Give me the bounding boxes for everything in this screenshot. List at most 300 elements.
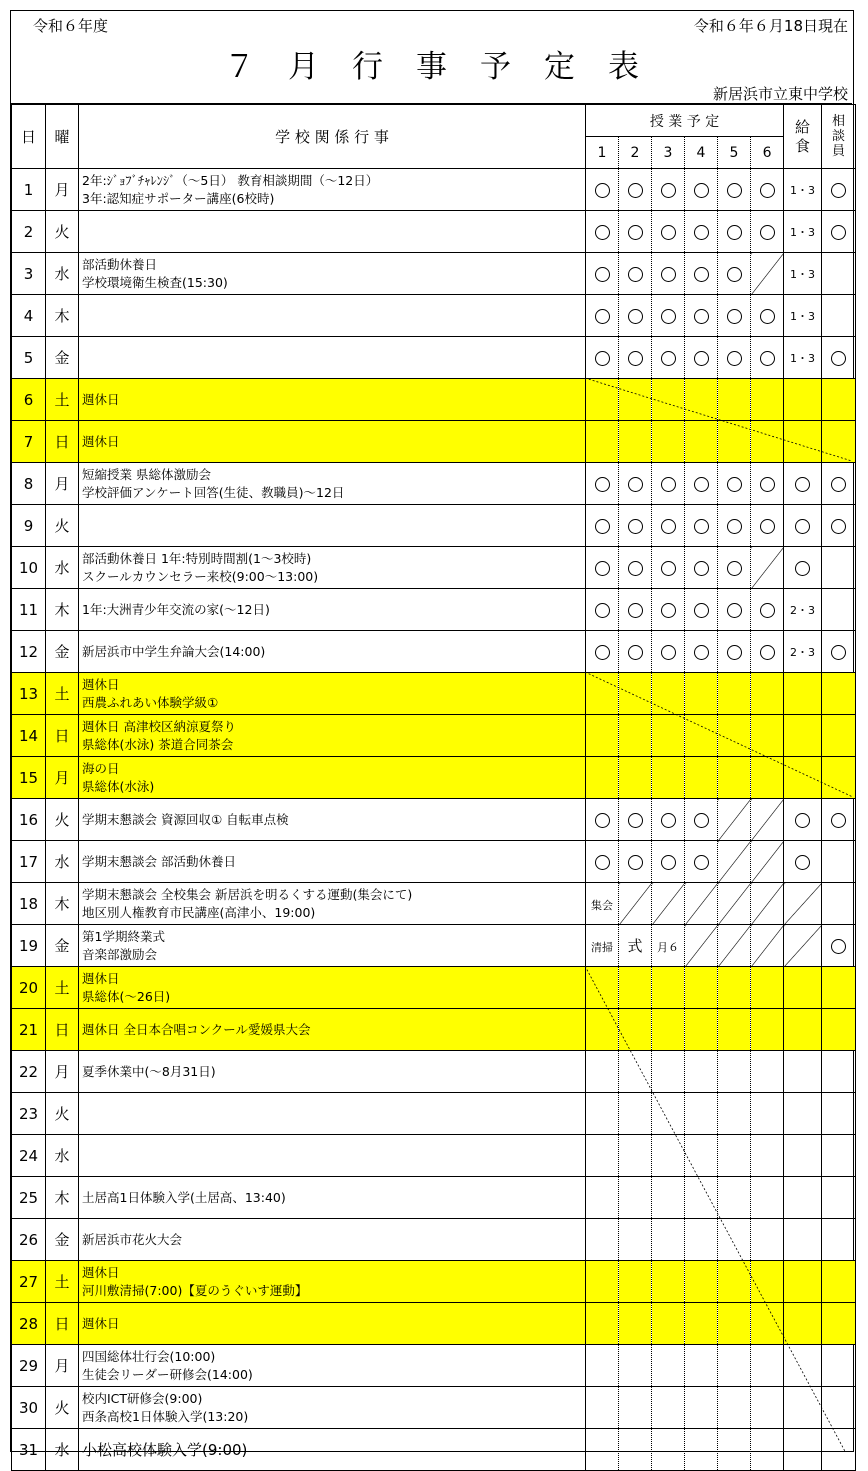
period-3-cell — [652, 295, 685, 337]
circle-mark-icon — [831, 351, 846, 366]
lunch-cell — [784, 1093, 822, 1135]
period-2-cell — [619, 421, 652, 463]
period-2-cell — [619, 1135, 652, 1177]
event-line: 西農ふれあい体験学級① — [82, 694, 219, 710]
period-4-cell — [685, 1387, 718, 1429]
counselor-cell — [822, 589, 856, 631]
period-4-cell — [685, 505, 718, 547]
period-3-cell — [652, 169, 685, 211]
lunch-cell — [784, 799, 822, 841]
period-3-cell — [652, 1135, 685, 1177]
period-1-cell — [586, 799, 619, 841]
period-3-cell — [652, 925, 685, 967]
period-2-cell — [619, 505, 652, 547]
table-row — [12, 337, 856, 379]
period-5-cell — [718, 1135, 751, 1177]
period-2-cell — [619, 463, 652, 505]
weekday-cell: 木 — [46, 883, 79, 925]
table-row — [12, 1303, 856, 1345]
circle-mark-icon — [628, 351, 643, 366]
table-row — [12, 967, 856, 1009]
circle-mark-icon — [661, 225, 676, 240]
period-6-cell — [751, 1303, 784, 1345]
period-4-cell — [685, 337, 718, 379]
table-row — [12, 673, 856, 715]
period-5-cell — [718, 463, 751, 505]
counselor-cell — [822, 883, 856, 925]
circle-mark-icon — [628, 477, 643, 492]
circle-mark-icon — [595, 645, 610, 660]
table-row — [12, 295, 856, 337]
circle-mark-icon — [661, 855, 676, 870]
table-row — [12, 1009, 856, 1051]
period-2-cell — [619, 295, 652, 337]
day-cell: 29 — [12, 1345, 46, 1387]
event-line: 学校評価アンケート回答(生徒、教職員)～12日 — [82, 484, 345, 500]
period-1-cell — [586, 1093, 619, 1135]
event-line: 学期末懇談会 部活動休養日 — [82, 853, 236, 869]
day-cell: 9 — [12, 505, 46, 547]
period-3-cell — [652, 1387, 685, 1429]
counselor-cell — [822, 1303, 856, 1345]
period-4-cell — [685, 1429, 718, 1471]
table-row — [12, 883, 856, 925]
period-2-cell — [619, 1387, 652, 1429]
period-3-cell — [652, 1219, 685, 1261]
period-6-cell — [751, 967, 784, 1009]
period-3-cell — [652, 1345, 685, 1387]
period-3-cell — [652, 1303, 685, 1345]
event-cell — [79, 589, 586, 631]
circle-mark-icon — [760, 183, 775, 198]
period-5-cell — [718, 1219, 751, 1261]
circle-mark-icon — [628, 603, 643, 618]
col-period-4: 4 — [685, 137, 718, 169]
event-line: 海の日 — [82, 760, 120, 776]
period-1-cell — [586, 253, 619, 295]
event-line: 生徒会リーダー研修会(14:00) — [82, 1366, 253, 1382]
counselor-cell — [822, 295, 856, 337]
event-line: スクールカウンセラー来校(9:00～13:00) — [82, 568, 319, 584]
table-row — [12, 253, 856, 295]
period-2-cell — [619, 925, 652, 967]
lunch-cell — [784, 715, 822, 757]
lunch-cell — [784, 1219, 822, 1261]
day-cell: 26 — [12, 1219, 46, 1261]
weekday-cell: 火 — [46, 505, 79, 547]
period-6-cell — [751, 337, 784, 379]
period-2-cell — [619, 673, 652, 715]
counselor-cell — [822, 211, 856, 253]
weekday-cell: 月 — [46, 463, 79, 505]
circle-mark-icon — [727, 645, 742, 660]
circle-mark-icon — [760, 645, 775, 660]
circle-mark-icon — [694, 645, 709, 660]
event-line: 週休日 — [82, 1315, 120, 1331]
weekday-cell: 月 — [46, 1051, 79, 1093]
day-cell: 13 — [12, 673, 46, 715]
weekday-cell: 水 — [46, 1135, 79, 1177]
period-note: 式 — [627, 937, 643, 955]
day-cell: 14 — [12, 715, 46, 757]
circle-mark-icon — [628, 519, 643, 534]
table-row — [12, 1387, 856, 1429]
period-5-cell — [718, 421, 751, 463]
lunch-cell — [784, 1051, 822, 1093]
table-row — [12, 1177, 856, 1219]
period-4-cell — [685, 1261, 718, 1303]
period-4-cell — [685, 211, 718, 253]
period-2-cell — [619, 967, 652, 1009]
period-6-cell — [751, 925, 784, 967]
day-cell: 18 — [12, 883, 46, 925]
weekday-cell: 土 — [46, 673, 79, 715]
circle-mark-icon — [831, 477, 846, 492]
weekday-cell: 水 — [46, 841, 79, 883]
lunch-cell — [784, 1429, 822, 1471]
period-3-cell — [652, 589, 685, 631]
period-6-cell — [751, 1429, 784, 1471]
period-2-cell — [619, 1303, 652, 1345]
period-3-cell — [652, 421, 685, 463]
period-5-cell — [718, 337, 751, 379]
period-1-cell — [586, 1009, 619, 1051]
event-cell — [79, 547, 586, 589]
period-6-cell — [751, 673, 784, 715]
event-line: 3年:認知症サポーター講座(6校時) — [82, 190, 275, 206]
period-5-cell — [718, 925, 751, 967]
period-6-cell — [751, 1135, 784, 1177]
period-1-cell — [586, 463, 619, 505]
circle-mark-icon — [727, 561, 742, 576]
period-5-cell — [718, 1261, 751, 1303]
period-4-cell — [685, 1009, 718, 1051]
weekday-cell: 金 — [46, 1219, 79, 1261]
period-5-cell — [718, 589, 751, 631]
lunch-cell — [784, 841, 822, 883]
period-6-cell — [751, 1261, 784, 1303]
event-line: 河川敷清掃(7:00)【夏のうぐいす運動】 — [82, 1282, 308, 1298]
circle-mark-icon — [795, 813, 810, 828]
period-5-cell — [718, 673, 751, 715]
table-row — [12, 1051, 856, 1093]
event-line: 校内ICT研修会(9:00) — [82, 1390, 203, 1406]
lunch-cell — [784, 967, 822, 1009]
period-6-cell — [751, 1387, 784, 1429]
col-events: 学 校 関 係 行 事 — [79, 105, 586, 169]
day-cell: 1 — [12, 169, 46, 211]
period-3-cell — [652, 253, 685, 295]
period-5-cell — [718, 253, 751, 295]
event-cell — [79, 1177, 586, 1219]
table-row — [12, 841, 856, 883]
lunch-cell — [784, 1303, 822, 1345]
event-line: 県総体(水泳) — [82, 778, 155, 794]
period-3-cell — [652, 1009, 685, 1051]
event-cell — [79, 253, 586, 295]
lunch-cell: 2・3 — [784, 589, 822, 631]
school-name: 新居浜市立東中学校 — [712, 85, 848, 103]
counselor-cell — [822, 1387, 856, 1429]
counselor-cell — [822, 421, 856, 463]
weekday-cell: 月 — [46, 757, 79, 799]
counselor-cell — [822, 253, 856, 295]
day-cell: 6 — [12, 379, 46, 421]
lunch-cell: 2・3 — [784, 631, 822, 673]
circle-mark-icon — [595, 813, 610, 828]
period-6-cell — [751, 1345, 784, 1387]
period-1-cell — [586, 715, 619, 757]
counselor-cell — [822, 757, 856, 799]
counselor-cell — [822, 841, 856, 883]
day-cell: 24 — [12, 1135, 46, 1177]
circle-mark-icon — [661, 267, 676, 282]
day-cell: 15 — [12, 757, 46, 799]
circle-mark-icon — [831, 939, 846, 954]
col-period-5: 5 — [718, 137, 751, 169]
period-1-cell — [586, 925, 619, 967]
period-6-cell — [751, 421, 784, 463]
event-cell — [79, 337, 586, 379]
event-line: 第1学期終業式 — [82, 928, 165, 944]
counselor-cell — [822, 547, 856, 589]
period-2-cell — [619, 1219, 652, 1261]
lunch-cell — [784, 1009, 822, 1051]
circle-mark-icon — [661, 309, 676, 324]
period-2-cell — [619, 631, 652, 673]
table-row — [12, 211, 856, 253]
counselor-cell — [822, 925, 856, 967]
day-cell: 27 — [12, 1261, 46, 1303]
period-5-cell — [718, 1303, 751, 1345]
event-cell — [79, 421, 586, 463]
table-row — [12, 547, 856, 589]
period-3-cell — [652, 841, 685, 883]
event-cell — [79, 673, 586, 715]
counselor-cell — [822, 631, 856, 673]
lunch-cell — [784, 1135, 822, 1177]
counselor-cell — [822, 463, 856, 505]
period-4-cell — [685, 1345, 718, 1387]
circle-mark-icon — [831, 645, 846, 660]
circle-mark-icon — [694, 351, 709, 366]
lunch-cell — [784, 1261, 822, 1303]
lunch-cell — [784, 1345, 822, 1387]
period-1-cell — [586, 169, 619, 211]
day-cell: 21 — [12, 1009, 46, 1051]
weekday-cell: 火 — [46, 799, 79, 841]
event-line: 音楽部激励会 — [82, 946, 158, 962]
event-cell — [79, 1261, 586, 1303]
weekday-cell: 火 — [46, 1387, 79, 1429]
event-cell — [79, 1219, 586, 1261]
circle-mark-icon — [595, 477, 610, 492]
fiscal-year: 令和６年度 — [33, 17, 109, 35]
weekday-cell: 水 — [46, 253, 79, 295]
circle-mark-icon — [760, 351, 775, 366]
period-6-cell — [751, 211, 784, 253]
circle-mark-icon — [628, 225, 643, 240]
event-line: 部活動休養日 — [82, 256, 158, 272]
period-3-cell — [652, 673, 685, 715]
period-2-cell — [619, 1429, 652, 1471]
counselor-cell — [822, 967, 856, 1009]
counselor-cell — [822, 1093, 856, 1135]
event-line: 週休日 — [82, 391, 120, 407]
period-4-cell — [685, 883, 718, 925]
period-6-cell — [751, 295, 784, 337]
schedule-sheet — [10, 10, 854, 1459]
day-cell: 22 — [12, 1051, 46, 1093]
period-1-cell — [586, 757, 619, 799]
circle-mark-icon — [661, 813, 676, 828]
period-5-cell — [718, 1345, 751, 1387]
lunch-cell: 1・3 — [784, 253, 822, 295]
period-3-cell — [652, 505, 685, 547]
table-row — [12, 505, 856, 547]
period-5-cell — [718, 967, 751, 1009]
counselor-cell — [822, 337, 856, 379]
period-4-cell — [685, 1219, 718, 1261]
period-1-cell — [586, 1261, 619, 1303]
event-line: 県総体(～26日) — [82, 988, 171, 1004]
lunch-cell: 1・3 — [784, 169, 822, 211]
period-5-cell — [718, 1093, 751, 1135]
event-cell — [79, 925, 586, 967]
period-4-cell — [685, 1177, 718, 1219]
circle-mark-icon — [831, 519, 846, 534]
table-row — [12, 1093, 856, 1135]
weekday-cell: 日 — [46, 715, 79, 757]
event-line: 1年:大洲青少年交流の家(～12日) — [82, 601, 270, 617]
period-6-cell — [751, 379, 784, 421]
period-4-cell — [685, 421, 718, 463]
circle-mark-icon — [694, 267, 709, 282]
circle-mark-icon — [831, 183, 846, 198]
period-note: 集会 — [591, 898, 613, 912]
period-4-cell — [685, 379, 718, 421]
period-6-cell — [751, 505, 784, 547]
period-1-cell — [586, 841, 619, 883]
period-2-cell — [619, 589, 652, 631]
period-4-cell — [685, 169, 718, 211]
period-6-cell — [751, 841, 784, 883]
counselor-cell — [822, 1261, 856, 1303]
event-line: 新居浜市花火大会 — [82, 1231, 183, 1247]
col-period-1: 1 — [586, 137, 619, 169]
circle-mark-icon — [628, 813, 643, 828]
day-cell: 31 — [12, 1429, 46, 1471]
period-4-cell — [685, 1051, 718, 1093]
counselor-cell — [822, 1135, 856, 1177]
col-weekday: 曜 — [46, 105, 79, 169]
circle-mark-icon — [795, 855, 810, 870]
period-5-cell — [718, 1051, 751, 1093]
counselor-cell — [822, 1009, 856, 1051]
period-6-cell — [751, 715, 784, 757]
period-6-cell — [751, 253, 784, 295]
period-5-cell — [718, 505, 751, 547]
period-1-cell — [586, 547, 619, 589]
circle-mark-icon — [727, 267, 742, 282]
period-5-cell — [718, 1177, 751, 1219]
circle-mark-icon — [760, 519, 775, 534]
event-cell — [79, 883, 586, 925]
event-cell — [79, 169, 586, 211]
weekday-cell: 木 — [46, 1177, 79, 1219]
day-cell: 20 — [12, 967, 46, 1009]
period-1-cell — [586, 1387, 619, 1429]
circle-mark-icon — [760, 225, 775, 240]
event-line: 短縮授業 県総体激励会 — [82, 466, 211, 482]
day-cell: 12 — [12, 631, 46, 673]
period-3-cell — [652, 1261, 685, 1303]
period-2-cell — [619, 211, 652, 253]
event-cell — [79, 1387, 586, 1429]
col-counselor: 相 談 員 — [822, 105, 856, 169]
table-row — [12, 379, 856, 421]
lunch-cell — [784, 421, 822, 463]
period-2-cell — [619, 1051, 652, 1093]
event-line: 土居高1日体験入学(土居高、13:40) — [82, 1189, 286, 1205]
weekday-cell: 日 — [46, 1009, 79, 1051]
weekday-cell: 木 — [46, 295, 79, 337]
circle-mark-icon — [628, 183, 643, 198]
table-row — [12, 757, 856, 799]
event-cell — [79, 1009, 586, 1051]
period-3-cell — [652, 547, 685, 589]
page-title: ７月行事予定表 — [224, 49, 672, 85]
weekday-cell: 月 — [46, 1345, 79, 1387]
event-line: 四国総体壮行会(10:00) — [82, 1348, 216, 1364]
circle-mark-icon — [694, 813, 709, 828]
period-4-cell — [685, 253, 718, 295]
circle-mark-icon — [727, 477, 742, 492]
counselor-cell — [822, 1177, 856, 1219]
circle-mark-icon — [760, 477, 775, 492]
period-2-cell — [619, 715, 652, 757]
weekday-cell: 火 — [46, 1093, 79, 1135]
table-row — [12, 589, 856, 631]
event-line: 学校環境衛生検査(15:30) — [82, 274, 228, 290]
day-cell: 17 — [12, 841, 46, 883]
period-4-cell — [685, 1093, 718, 1135]
event-cell — [79, 211, 586, 253]
period-4-cell — [685, 757, 718, 799]
event-cell — [79, 1093, 586, 1135]
period-4-cell — [685, 841, 718, 883]
period-3-cell — [652, 379, 685, 421]
circle-mark-icon — [595, 351, 610, 366]
day-cell: 30 — [12, 1387, 46, 1429]
period-3-cell — [652, 337, 685, 379]
period-5-cell — [718, 1387, 751, 1429]
event-cell — [79, 1303, 586, 1345]
period-1-cell — [586, 379, 619, 421]
event-cell — [79, 1051, 586, 1093]
period-2-cell — [619, 1093, 652, 1135]
period-5-cell — [718, 1429, 751, 1471]
circle-mark-icon — [727, 603, 742, 618]
weekday-cell: 火 — [46, 211, 79, 253]
event-line: 西条高校1日体験入学(13:20) — [82, 1408, 249, 1424]
lunch-cell: 1・3 — [784, 295, 822, 337]
period-5-cell — [718, 169, 751, 211]
period-5-cell — [718, 295, 751, 337]
circle-mark-icon — [727, 309, 742, 324]
circle-mark-icon — [727, 519, 742, 534]
weekday-cell: 土 — [46, 1261, 79, 1303]
